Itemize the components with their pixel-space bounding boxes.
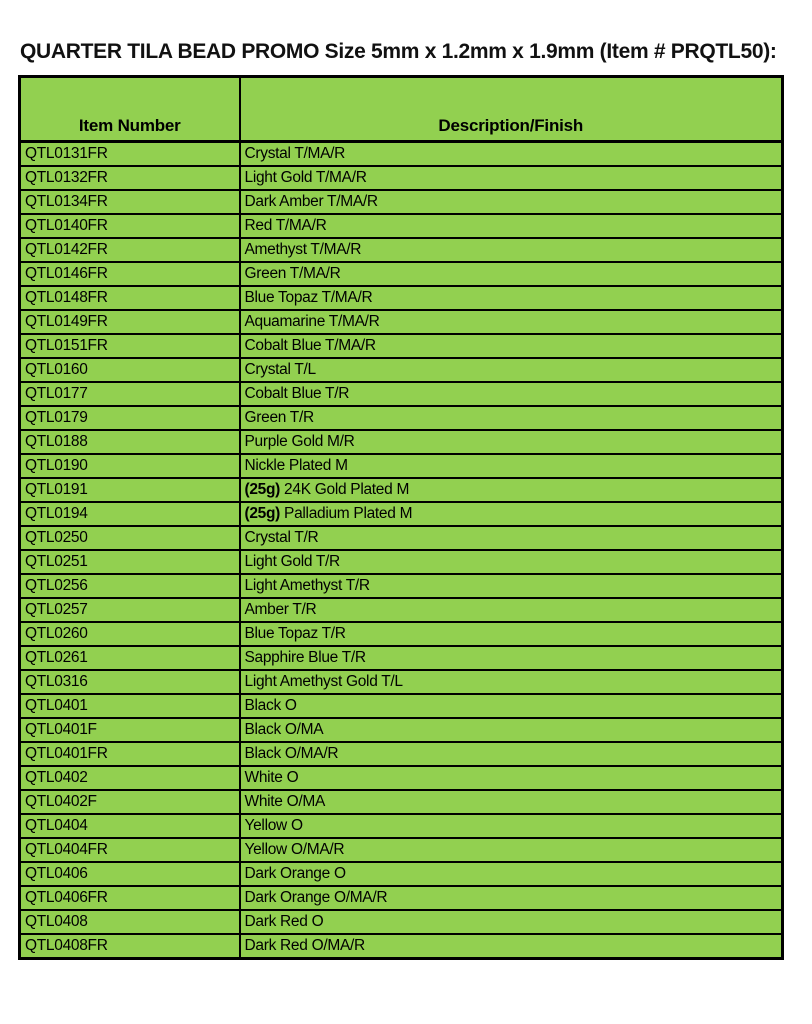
description-finish-cell: Light Gold T/MA/R bbox=[240, 166, 783, 190]
description-finish-cell: Blue Topaz T/MA/R bbox=[240, 286, 783, 310]
table-row bbox=[20, 502, 783, 526]
item-number-cell: QTL0149FR bbox=[20, 310, 240, 334]
item-number-cell: QTL0402F bbox=[20, 790, 240, 814]
item-number-cell: QTL0261 bbox=[20, 646, 240, 670]
table-row bbox=[20, 358, 783, 382]
table-row bbox=[20, 790, 783, 814]
table-row bbox=[20, 454, 783, 478]
description-finish-cell: Black O/MA bbox=[240, 718, 783, 742]
description-finish-cell: White O bbox=[240, 766, 783, 790]
description-finish-cell: Amethyst T/MA/R bbox=[240, 238, 783, 262]
header-item-number: Item Number bbox=[20, 77, 240, 142]
item-number-cell: QTL0316 bbox=[20, 670, 240, 694]
description-finish-cell: Dark Orange O bbox=[240, 862, 783, 886]
table-row bbox=[20, 838, 783, 862]
item-number-cell: QTL0140FR bbox=[20, 214, 240, 238]
description-finish-cell: (25g) 24K Gold Plated M bbox=[240, 478, 783, 502]
table-row bbox=[20, 670, 783, 694]
item-number-cell: QTL0131FR bbox=[20, 142, 240, 167]
item-number-cell: QTL0148FR bbox=[20, 286, 240, 310]
item-number-cell: QTL0401 bbox=[20, 694, 240, 718]
table-row bbox=[20, 694, 783, 718]
item-number-cell: QTL0406 bbox=[20, 862, 240, 886]
table-header bbox=[20, 77, 783, 142]
table-row bbox=[20, 262, 783, 286]
description-finish-cell: Dark Amber T/MA/R bbox=[240, 190, 783, 214]
item-number-cell: QTL0146FR bbox=[20, 262, 240, 286]
table-row bbox=[20, 742, 783, 766]
description-finish-cell: Light Amethyst Gold T/L bbox=[240, 670, 783, 694]
description-finish-cell: Dark Red O/MA/R bbox=[240, 934, 783, 959]
item-number-cell: QTL0250 bbox=[20, 526, 240, 550]
item-number-cell: QTL0134FR bbox=[20, 190, 240, 214]
description-finish-cell: Aquamarine T/MA/R bbox=[240, 310, 783, 334]
description-finish-cell: Nickle Plated M bbox=[240, 454, 783, 478]
item-number-cell: QTL0160 bbox=[20, 358, 240, 382]
table-row bbox=[20, 334, 783, 358]
table-body bbox=[20, 142, 783, 959]
item-number-cell: QTL0177 bbox=[20, 382, 240, 406]
item-number-cell: QTL0408FR bbox=[20, 934, 240, 959]
table-row bbox=[20, 550, 783, 574]
item-number-cell: QTL0188 bbox=[20, 430, 240, 454]
table-row bbox=[20, 862, 783, 886]
item-number-cell: QTL0406FR bbox=[20, 886, 240, 910]
weight-prefix: (25g) bbox=[244, 505, 281, 522]
item-number-cell: QTL0408 bbox=[20, 910, 240, 934]
table-row bbox=[20, 622, 783, 646]
table-row bbox=[20, 238, 783, 262]
table-row bbox=[20, 574, 783, 598]
item-number-cell: QTL0260 bbox=[20, 622, 240, 646]
description-finish-cell: Purple Gold M/R bbox=[240, 430, 783, 454]
item-number-cell: QTL0256 bbox=[20, 574, 240, 598]
table-row bbox=[20, 190, 783, 214]
table-row bbox=[20, 718, 783, 742]
description-finish-cell: Black O/MA/R bbox=[240, 742, 783, 766]
table-row bbox=[20, 646, 783, 670]
item-number-cell: QTL0257 bbox=[20, 598, 240, 622]
description-finish-cell: Dark Red O bbox=[240, 910, 783, 934]
table-row bbox=[20, 142, 783, 167]
table-row bbox=[20, 526, 783, 550]
table-row bbox=[20, 406, 783, 430]
item-number-cell: QTL0132FR bbox=[20, 166, 240, 190]
item-number-cell: QTL0191 bbox=[20, 478, 240, 502]
bead-promo-table bbox=[18, 75, 784, 960]
description-finish-cell: Green T/MA/R bbox=[240, 262, 783, 286]
description-finish-cell: (25g) Palladium Plated M bbox=[240, 502, 783, 526]
item-number-cell: QTL0194 bbox=[20, 502, 240, 526]
description-finish-cell: Black O bbox=[240, 694, 783, 718]
description-finish-cell: Cobalt Blue T/R bbox=[240, 382, 783, 406]
item-number-cell: QTL0404 bbox=[20, 814, 240, 838]
item-number-cell: QTL0402 bbox=[20, 766, 240, 790]
description-finish-cell: Blue Topaz T/R bbox=[240, 622, 783, 646]
description-finish-cell: Crystal T/R bbox=[240, 526, 783, 550]
item-number-cell: QTL0151FR bbox=[20, 334, 240, 358]
description-finish-cell: Light Gold T/R bbox=[240, 550, 783, 574]
description-finish-cell: Yellow O/MA/R bbox=[240, 838, 783, 862]
description-finish-cell: Dark Orange O/MA/R bbox=[240, 886, 783, 910]
item-number-cell: QTL0401F bbox=[20, 718, 240, 742]
table-row bbox=[20, 934, 783, 959]
description-finish-cell: Crystal T/L bbox=[240, 358, 783, 382]
table-row bbox=[20, 286, 783, 310]
page-title: QUARTER TILA BEAD PROMO Size 5mm x 1.2mm x 1.9mm (Item # PRQTL50): bbox=[20, 40, 777, 63]
table-row bbox=[20, 214, 783, 238]
description-finish-cell: Red T/MA/R bbox=[240, 214, 783, 238]
item-number-cell: QTL0251 bbox=[20, 550, 240, 574]
description-finish-cell: White O/MA bbox=[240, 790, 783, 814]
weight-prefix: (25g) bbox=[244, 481, 281, 498]
description-finish-cell: Sapphire Blue T/R bbox=[240, 646, 783, 670]
item-number-cell: QTL0179 bbox=[20, 406, 240, 430]
description-finish-cell: Crystal T/MA/R bbox=[240, 142, 783, 167]
table-row bbox=[20, 166, 783, 190]
table-row bbox=[20, 814, 783, 838]
table-row bbox=[20, 478, 783, 502]
description-finish-cell: Light Amethyst T/R bbox=[240, 574, 783, 598]
header-row bbox=[20, 77, 783, 142]
table-row bbox=[20, 382, 783, 406]
table-row bbox=[20, 310, 783, 334]
description-finish-cell: Yellow O bbox=[240, 814, 783, 838]
item-number-cell: QTL0404FR bbox=[20, 838, 240, 862]
table-row bbox=[20, 766, 783, 790]
description-finish-cell: Green T/R bbox=[240, 406, 783, 430]
table-row bbox=[20, 910, 783, 934]
item-number-cell: QTL0142FR bbox=[20, 238, 240, 262]
table-row bbox=[20, 598, 783, 622]
description-finish-cell: Cobalt Blue T/MA/R bbox=[240, 334, 783, 358]
header-description-finish: Description/Finish bbox=[240, 77, 783, 142]
table-row bbox=[20, 886, 783, 910]
item-number-cell: QTL0401FR bbox=[20, 742, 240, 766]
table-row bbox=[20, 430, 783, 454]
description-finish-cell: Amber T/R bbox=[240, 598, 783, 622]
item-number-cell: QTL0190 bbox=[20, 454, 240, 478]
